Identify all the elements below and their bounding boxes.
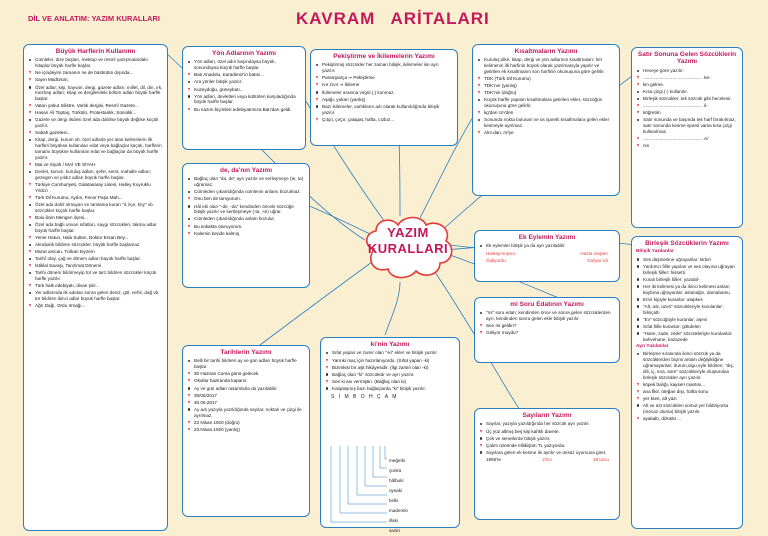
example-item: Çalım üzerinde elliikiştim TL yazıyordu. (479, 443, 615, 449)
example-item: Hasan Ali Toptaş, Türkülü, Protestanlık, Sünnilik... (28, 110, 163, 116)
box-de-da (182, 163, 310, 288)
example-text: 10'uncu (593, 456, 609, 462)
example-item: ana fikir, öteğan dışı, hafta sonu (636, 389, 738, 395)
rule-item: Akrabalık bildiren sözcükler, büyük harfle başlamaz. (28, 242, 163, 248)
example-row (479, 258, 615, 265)
rule-list (479, 421, 615, 455)
rule-item: Yön adları, devletleri veya kültürleri karşıladığında büyük harfle başlar. (187, 94, 301, 106)
rule-item: Özel ada dahil olmayan ve tamlama kuran "il, ilçe, köy" vb. sözcükler küçük harfle başlar. (28, 202, 163, 214)
rule-item: Çek ve senetlerde bitişik yazılır. (479, 436, 615, 442)
rule-item: Kuralı birleşik fiiller: yazabil- (636, 277, 738, 283)
box-pekistirme (310, 49, 458, 146)
example-item: 30.06.2017 (187, 400, 305, 406)
example-item: Mai ve Siyah / MAİ VE SİYAH (28, 162, 163, 168)
example-item: Alm.dan, m²ye (477, 130, 615, 136)
rule-item: Belli bir tarihi bildiren ay ve gün adları büyük harfle başlar. (187, 358, 305, 370)
rule-item: Alt ve üst sözcükleri somut yer bildiriyorsa (mecaz olursa) bitişik yazılır. (636, 403, 738, 415)
box-title: mi Soru Edatının Yazımı (510, 301, 584, 308)
example-item: Okullar haziranda kapanır. (187, 378, 305, 384)
box-satir-sonu (631, 47, 743, 228)
example-item: nin (636, 143, 738, 149)
box-tarihler (182, 345, 310, 517)
ki-word: sanki (389, 528, 400, 533)
example-item: Yarınki maç için hazırlanıyordu. (Sıfat yapan -ki) (325, 358, 455, 364)
box-sayilar (474, 408, 620, 520)
example-item: Çıtçıt, çırçır, çatapat, hafta, cızbız... (315, 117, 453, 123)
example-item: 30/06/2017 (187, 393, 305, 399)
example-row (479, 251, 615, 258)
example-item: Vatan yahut Silistre, Varlık dergisi, Resmî Gazete... (28, 103, 163, 109)
rule-item: Yön adları, özel adın başındaysa büyük, sonundaysa küçük harfle başlar. (187, 59, 301, 71)
example-item: İstiklal Savaşı, Tanzimat Dönemi (28, 263, 163, 269)
rule-item: Hâl eki olan "-de, -da" kendinden önceki sözcüğe bitişik yazılır ve sertleşmeye (-ta, -te) uğrar. (187, 204, 305, 216)
rule-item: "mi" soru edatı; kendinden önce ve sonra gelen sözcüklerden ayrı, kendinden sonra gelen ekle bitişik yazılır. (479, 310, 615, 322)
center-title-line2: KURALLARI (367, 241, 449, 257)
ki-word: oysaki (389, 488, 403, 493)
box-title: Pekiştirme ve İkilemelerin Yazımı (333, 53, 435, 60)
ki-word: çünkü (389, 468, 402, 473)
example-item: köğretim (636, 110, 738, 116)
center-title (366, 225, 450, 258)
example-item: Üç yüz altmış beş kişi kahklı davete. (479, 429, 615, 435)
example-item: Aşağı, yukarı (yanlış) (315, 97, 453, 103)
example-item: Batı Anadolu, Karadeniz'in batısı... (187, 72, 301, 78)
box-title: ki'nin Yazımı (370, 341, 410, 348)
example-text: Gidiyor idi. (587, 257, 609, 263)
rule-item: Özel ada bağlı unvan sıfatları, saygı sözcükleri, takma adlar büyük harfle başlar. (28, 222, 163, 234)
rule-list (315, 62, 453, 122)
rule-item: Heceye göre yazılır: (636, 68, 738, 74)
rule-item: Cümleler, dize başları, mektup ve resmî yazışmalardaki hitaplar büyük harfle başlar. (28, 57, 163, 69)
rule-item: Ay ve gün adları rakamlarla da yazılabilir. (187, 386, 305, 392)
example-text: Hasta imişsin. (580, 250, 609, 256)
box-ek-eylem (474, 230, 620, 282)
example-item: TDK (Türk Dil Kurumu) (477, 76, 615, 82)
example-item: Bu nazım biçimleri edebiyatımıza Batı'dan geldi. (187, 107, 301, 113)
rule-item: Ay adı yazıyla yazıldığında sayılar, noktalı ve çizgi ile ayrılmaz. (187, 407, 305, 419)
example-item: Ivır zıvır ⇒ İkileme (315, 82, 453, 88)
rule-item: Bağlaç olan "da, de" ayrı yazılır ve serleşmeye (te, ta) uğramaz. (187, 176, 305, 188)
box-title: de, da'nın Yazımı (220, 167, 272, 174)
rule-list (636, 68, 738, 149)
example-item: Bu sokakta oturuyorum. (187, 224, 305, 230)
example-item: Bizimkisi bir aşk hikâyesidir. (İlgi zamiri olan -ki) (325, 365, 455, 371)
subheading: Ayrı Yazılanlar (636, 343, 669, 349)
example-item: TDK'nin (doğru) (477, 90, 615, 96)
box-title: Satır Sonuna Gelen Sözcüklerin Yazımı (637, 51, 737, 66)
box-ki (320, 337, 460, 533)
example-item: ayakaltı, dizüstü ... (636, 416, 738, 422)
box-mi-soru (474, 297, 620, 363)
box-title: Büyük Harflerin Kullanımı (55, 48, 136, 55)
example-item: 30 Haziran Cuma günü gelecek. (187, 371, 305, 377)
rule-item: İkilemeler arasına virgül (,) konmaz. (315, 90, 453, 96)
box-title: Yön Adlarının Yazımı (212, 50, 276, 57)
center-title-line1: YAZIM (387, 225, 429, 240)
example-item: yer küre, alt yazı (636, 396, 738, 402)
mnemonic-letters: S İ M B O H Ç A M (331, 393, 398, 400)
rule-list (477, 57, 615, 136)
rule-item: Sayılar, yazıyla yazıldığında her sözcük ayrı yazılır. (479, 421, 615, 427)
ki-word: illaki (389, 518, 398, 523)
example-item: kin gelme. (636, 82, 738, 88)
example-item: Geliyor muydu? (479, 330, 615, 336)
rule-item: Birleşik sözcükler, tek sözcük gibi hecelenir. (636, 96, 738, 102)
rule-item: Kitap, dergi, kurum vb. özel adlarla yer alan kelimelerin ilk harfleri büyükse kullanılan edat veya bağlaçlar küçük, harflerin tamamı büyükse kullanılan edat ve bağlaçlar da büyük harfle yazılır. (28, 137, 163, 161)
box-kisaltmalar (472, 44, 620, 196)
example-item: Sabah gazetesi... (28, 130, 163, 136)
example-item: Kuzeydoğu, güneybatı... (187, 87, 301, 93)
box-title: Birleşik Sözcüklerin Yazımı (645, 240, 729, 247)
example-item: 23 Nisan 1920 (doğru) (187, 420, 305, 426)
box-title: Kısaltmaların Yazımı (514, 48, 578, 55)
rule-item: Satır sonunda ve başında tek harf bırakılmaz, satır sonunda kesme işareti varsa kısa çizgi kullanılmaz. (636, 117, 738, 135)
rule-list (636, 257, 738, 343)
rule-list (636, 351, 738, 422)
rule-item: "Hane, zade, zede" sözcükleriyle kurulanlar: kahvehane, kazazede (636, 331, 738, 343)
example-text: Hastayımışsın. (486, 250, 517, 256)
example-item: Paramparça ⇒ Pekiştirme (315, 75, 453, 81)
example-item: Onu ben de tanıyorum. (187, 196, 305, 202)
example-item: Sayın Müdürüm, (28, 77, 163, 83)
example-item: ............................................... il- (636, 103, 738, 109)
example-text: Gidiyordu. (486, 257, 507, 263)
box-yon-adlari (182, 46, 306, 150)
rule-item: Bazı ikilemeler, varlıkların adı olarak kullanıldığında bitişik yazılır. (315, 104, 453, 116)
rule-item: Ek eylemler bitişik ya da ayrı yazılabilir. (479, 243, 615, 249)
rule-list (187, 59, 301, 112)
example-item: Türk Dil Kurumu, Aydın, Fenor Paşa Mah... (28, 195, 163, 201)
rule-item: Pekiştirmiş sözcükler her zaman bitişik, ikilemeler ise ayrı yazılır. (315, 62, 453, 74)
subheading: Bitişik Yazılanlar (636, 249, 674, 255)
rule-item: Gazete ve dergi ilsdesi özel ada dahilse büyük değilse küçük yazılır. (28, 117, 163, 129)
example-item: Sen mi geldin? (479, 323, 615, 329)
example-item: ............................................... A/ (636, 136, 738, 142)
example-text: 1965'te (486, 456, 501, 462)
rule-item: Bağlaç olan "ki" sözcüktür ve ayrı yazılır. (325, 372, 455, 378)
box-title: Tarihlerin Yazımı (220, 349, 272, 356)
rule-list (479, 243, 615, 249)
example-item: TDK'nın (yanlış) (477, 83, 615, 89)
rule-item: Kısa çizgi (-) kullanılır. (636, 89, 738, 95)
example-row (479, 457, 615, 464)
rule-list (187, 176, 305, 236)
rule-item: Yardımcı fiille yapılan ve ses olayına uğrayan birleşik fiiller: hissetti (636, 264, 738, 276)
example-item: Türkiye Cumhuriyeti, Galatasaray Lisesi, Halley Kuyruklu Yıldızı (28, 182, 163, 194)
example-item: Sen ki ası vermiştin. (Bağlaç olan ki) (325, 379, 455, 385)
rule-list (28, 57, 163, 309)
rule-item: Küçük harfle yapılan kısaltmalara getirilen ekler, sözcüğün okunuşuna göre gelirlir. (477, 97, 615, 109)
ki-word: belki (389, 498, 399, 503)
ki-word: hâlbuki (389, 478, 404, 483)
box-title: Ek Eylemin Yazımı (518, 234, 576, 241)
rule-item: Cümleden çıkarıldığında anlam bozulur. (187, 216, 305, 222)
rule-item: Sonunda nokta bulunan ve üs işaretli kısaltmalara gelen ekler kesmeyle ayrılmaz. (477, 117, 615, 129)
rule-item: Her iki kelimesi ya da ikinci kelimesi anlam kaybına uğrayanlar: aslanağzı, damabamu (636, 284, 738, 296)
example-item: Ağrı Dağı, Ordu Irmağı... (28, 303, 163, 309)
example-text: 2'nci (542, 456, 552, 462)
rule-item: Sıfat yapan ve zamir olan "-ki" ekler ve bitişik yazılır. (325, 350, 455, 356)
rule-list (187, 358, 305, 432)
rule-item: Kuruluş,ülke, kitap, dergi ve yön adlarının kısaltmaları; her kelimenin ilk harfinin büyük olarak yazılmasıyla yapılır ve getirilen ek kısaltmanın son harfinin okunuşuna göre gelirlir. (477, 57, 615, 75)
box-title: Sayıların Yazımı (522, 412, 572, 419)
rule-item: Birleşme sırasında ikinci sözcük ya da sözcüklerden biçimi anlam değişikliğine uğramayanlar; durum,olgu,oyle bildiren; "dış, dili, iç, sıra, süre" sözcükleriyle oluşturulan birleşik sözcükler ayrı yazılır. (636, 351, 738, 380)
rule-item: Ara yönler bitişik yazılır. (187, 79, 301, 85)
rule-item: Sıfat fiille kuranlar: gökdelen (636, 324, 738, 330)
ki-word-list (389, 456, 411, 536)
rule-list (325, 350, 455, 391)
example-item: Kalemin bende kalmış. (187, 231, 305, 237)
rule-item: "Alt, üst, üzeri" sözcükleriyle kurulanlar: bilinçaltı (636, 304, 738, 316)
example-item: ............................................... ke- (636, 75, 738, 81)
rule-item: Cümleden çıkarıldığında cümlenin anlamı bozulmaz. (187, 189, 305, 195)
rule-list (479, 310, 615, 336)
example-item: kg'dan cm'den (477, 110, 615, 116)
rule-item: Kalıplaşmış bazı bağlaçlarda "ki" bitişik yazılır. (325, 386, 455, 392)
rule-item: Ses düşmesine uğrayanlar: kirbiri (636, 257, 738, 263)
example-item: Türk halk edebiyatı, divan şiiri... (28, 283, 163, 289)
page-title: KAVRAM ARİTALARI (296, 9, 490, 28)
example-item: köpek balığı, kayseri mantısı... (636, 382, 738, 388)
box-birlesik (631, 236, 743, 529)
example-item: Murat amcan, Türkan teyzem (28, 249, 163, 255)
example-item: Bolu ilinin Mengen ilçesi... (28, 215, 163, 221)
header-subtitle: DİL VE ANLATIM: YAZIM KURALLARI (28, 14, 160, 23)
example-item: Yeme Hatun, Hala Sultan, Doktor Ersan Bey... (28, 235, 163, 241)
example-item: 23.Nisan.1920 (yanlış) (187, 427, 305, 433)
rule-item: "Ev" sözcüğüyle kuranlar: aşevi (636, 317, 738, 323)
ki-word: meğerki (389, 458, 406, 463)
box-buyuk-harf (23, 44, 168, 531)
rule-item: Sayılara gelen ek kesme ile ayrılır ve ünsüz uyumuna girer. (479, 450, 615, 456)
rule-item: Tarihî olay, çağ ve dönem adları büyük harfle başlar. (28, 256, 163, 262)
rule-item: Tarihi dönem bildirmeyip tür ve tarz bildiren sözcükler küçük harfle yazılır. (28, 270, 163, 282)
rule-item: Devlet, kurum, kuruluş adları; şehir, semt, mahalle adları; gezegen ve yıldız adları büyük harfle başlar. (28, 169, 163, 181)
ki-word: mademki (389, 508, 408, 513)
rule-item: Emir kipiyle kuranlar: alapkes (636, 297, 738, 303)
example-item: Ne içindeyim zamanın ne de büsbütün dışında... (28, 70, 163, 76)
rule-item: Özel adlar; kişi, hayvan, dergi, gazete adları; millet, dil, din, ırk, mezhep adları; kitap ve dergilerdeki bölüm adları büyük harfle başlar. (28, 85, 163, 103)
rule-item: Yer adlarında ilk adıdan sonra gelen deniz, göl, nehir, dağ vb. tür bildiren ikinci adlar büyük harfle başlar. (28, 290, 163, 302)
